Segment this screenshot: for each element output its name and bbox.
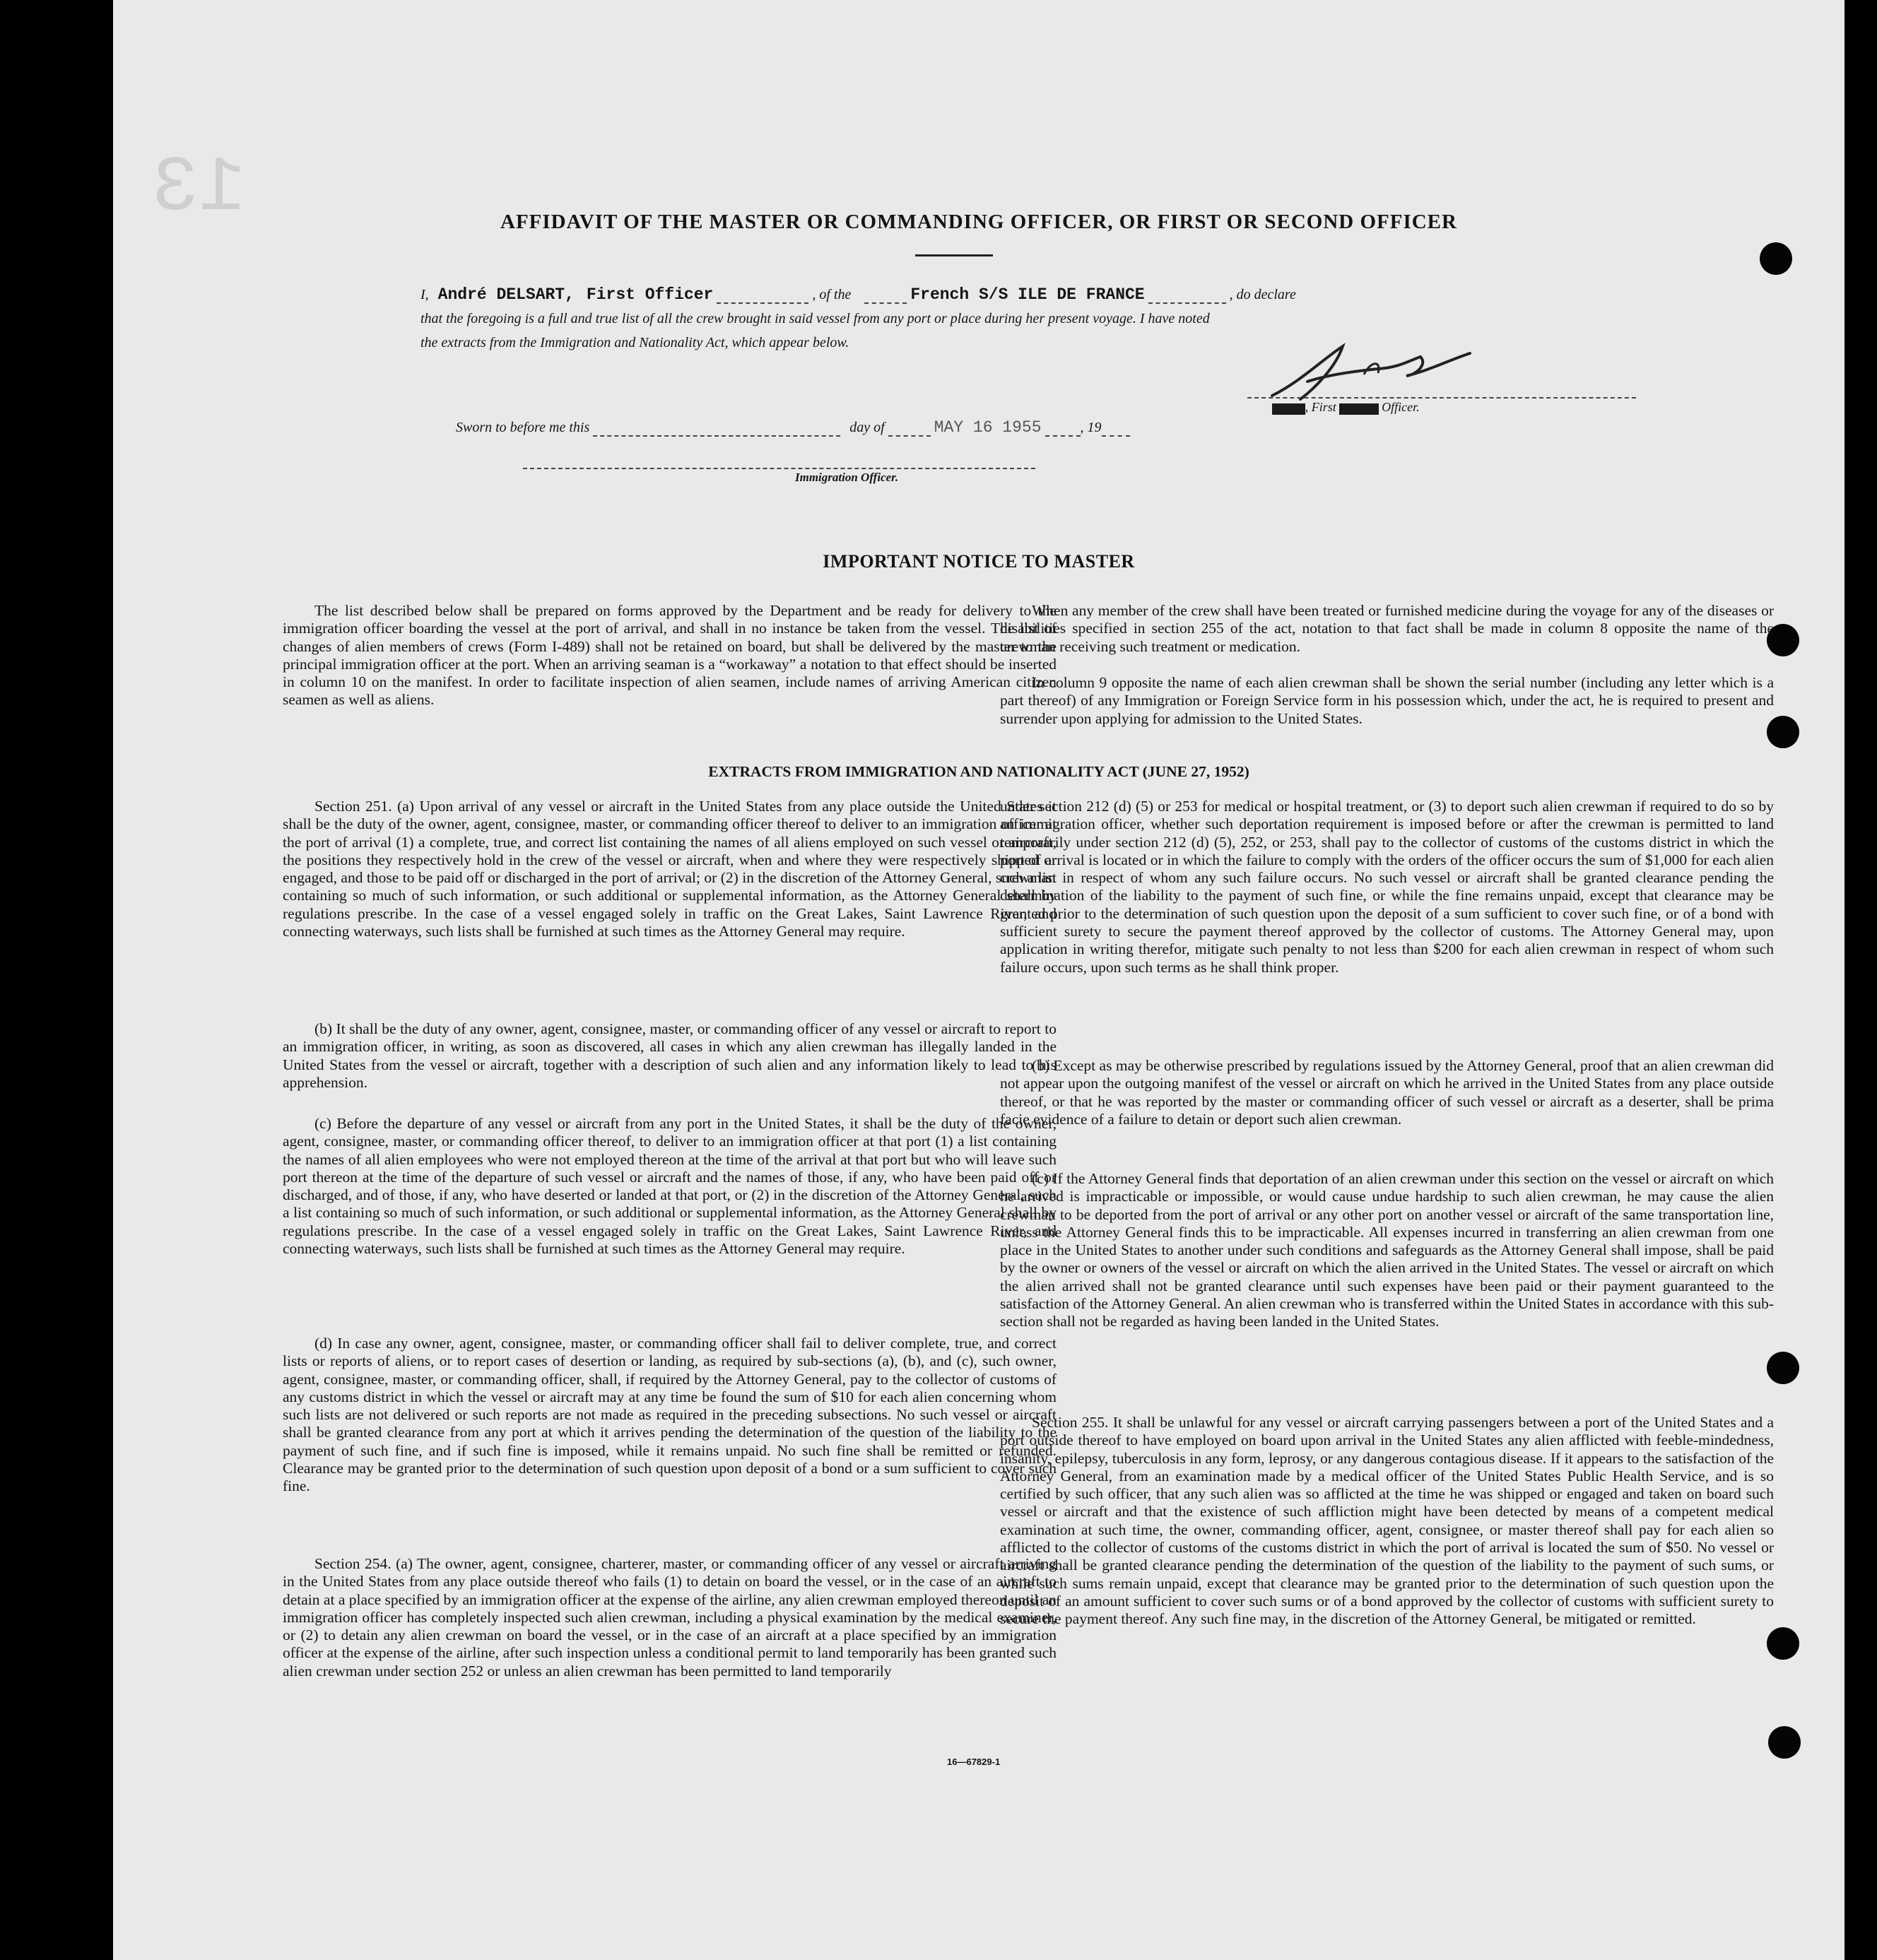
of-the-label: , of the bbox=[812, 287, 852, 302]
punch-hole bbox=[1768, 1726, 1801, 1759]
form-number: 16—67829-1 bbox=[947, 1757, 1001, 1767]
notice-left-paragraph: The list described below shall be prepared on forms approved by the Department and be ready for delivery to the immigration officer boarding the vessel at the port of arrival, and shall in no instance be taken from the vessel. The list of changes of alien members of crews (Form I-489) shall not be retained on board, but shall be delivered by the master to the principal immigration officer at the port. When an arriving seaman is a “workaway” a notation to that effect should be inserted in column 10 on the manifest. In order to facilitate inspection of alien seamen, include names of arriving American citizen seamen as well as aliens. bbox=[283, 602, 1057, 709]
section-251d: (d) In case any owner, agent, consignee, master, or commanding officer shall fail to deliver complete, true, and correct lists or reports of aliens, or to report cases of desertion or landing, as required by sub-sections (a), (b), and (c), such owner, agent, consignee, master, or commanding officer, shall, if required by the Attorney General, pay to the collector of customs of any customs district in which the vessel or aircraft may at any time be found the sum of $10 for each alien concerning whom such lists are not delivered or such reports are not made as required in the preceding subsections. No such vessel or aircraft shall be granted clearance from any port at which it arrives pending the determination of the question of the liability to the payment of such fine, and if such fine is imposed, while it remains unpaid. No such fine shall be remitted or refunded. Clearance may be granted prior to the determination of such question upon deposit of a bond or a sum sufficient to cover such fine. bbox=[283, 1335, 1057, 1495]
day-of-label: day of bbox=[849, 420, 885, 435]
fill-line bbox=[864, 287, 907, 304]
notice-right-paragraph-2: In column 9 opposite the name of each alien crewman shall be shown the serial number (including any letter which is a part thereof) of any Immigration or Foreign Service form in his possession which, under the act, he is required to present and surrender upon applying for admission to the United States. bbox=[1000, 674, 1774, 727]
section-254b: (b) Except as may be otherwise prescribed by regulations issued by the Attorney General, proof that an alien crewman did not appear upon the outgoing manifest of the vessel or aircraft on which he arrived in the United States from any place outside thereof, or that he was reported by the master or commanding officer of such vessel or aircraft as a deserter, shall be prima facie evidence of a failure to detain or deport such alien crewman. bbox=[1000, 1057, 1774, 1128]
redaction-mark: XXXXXX bbox=[1341, 403, 1377, 414]
signature-caption: XXXXX , First XXXXXX Officer. bbox=[1273, 400, 1420, 414]
fill-line bbox=[888, 420, 931, 437]
declaration-prefix: I, bbox=[420, 287, 429, 302]
section-251c: (c) Before the departure of any vessel or aircraft from any port in the United States, it shall be the duty of the owner, agent, consignee, master, or commanding officer thereof, to deliver to an immigration officer at that port (1) a list containing the names of all alien employees who were not employed thereon at the time of the arrival at that port but who will leave such port thereon at the time of the departure of such vessel or aircraft and the names of those, if any, who have been paid off or discharged, and of those, if any, who have deserted or landed at that port, or (2) in the discretion of the Attorney General, such a list containing so much of such information, or such additional or supplemental information, as the Attorney General shall by regulations prescribe. In the case of a vessel engaged solely in traffic on the Great Lakes, Saint Lawrence River, and connecting waterways, such lists shall be furnished at such times as the Attorney General may require. bbox=[283, 1115, 1057, 1258]
extracts-heading: EXTRACTS FROM IMMIGRATION AND NATIONALITY ACT (JUNE 27, 1952) bbox=[708, 763, 1249, 780]
immigration-officer-caption: Immigration Officer. bbox=[795, 471, 899, 484]
section-254c: (c) If the Attorney General finds that deportation of an alien crewman under this section on the vessel or aircraft on which he arrived is impracticable or impossible, or would cause undue hardship to such alien crewman, he may cause the alien crewman to be deported from the port of arrival or any other port on another vessel or aircraft of the same transportation line, unless the Attorney General finds this to be impracticable. All expenses incurred in transferring an alien crewman from one place in the United States to another under such conditions and safeguards as the Attorney General shall impose, shall be paid by the owner or owners of the vessel or aircraft on which the alien arrived in the United States. The vessel or aircraft on which the alien arrived shall not be granted clearance until such expenses have been paid or their payment guaranteed to the satisfaction of the Attorney General. An alien crewman who is transferred within the United States in accordance with this sub-section shall not be regarded as having been landed in the United States. bbox=[1000, 1170, 1774, 1330]
year-label: , 19 bbox=[1080, 420, 1102, 435]
section-255: Section 255. It shall be unlawful for any vessel or aircraft carrying passengers between a port of the United States and a port outside thereof to have employed on board upon arrival in the United States any alien afflicted with feeble-mindedness, insanity, epilepsy, tuberculosis in any form, leprosy, or any dangerous contagious disease. If it appears to the satisfaction of the Attorney General, from an examination made by a medical officer of the United States Public Health Service, and is so certified by such officer, that any such alien was so afflicted at the time he was shipped or engaged and taken on board such vessel or aircraft and that the existence of such affliction might have been detected by means of a competent medical examination at such time, the owner, commanding officer, agent, consignee, or master thereof shall pay for each alien so afflicted to the collector of customs of the customs district in which the port of arrival is located the sum of $50. No vessel or aircraft shall be granted clearance pending the determination of the question of the liability to the payment of such sums, or while such sums remain unpaid, except that clearance may be granted prior to the determination of such question upon the deposit of an amount sufficient to cover such sums or of a bond approved by the collector of customs with sufficient surety to secure the payment thereof. Any such fine may, in the discretion of the Attorney General, be mitigated or remitted. bbox=[1000, 1414, 1774, 1628]
notice-right-paragraph-1: When any member of the crew shall have been treated or furnished medicine during the voyage for any of the diseases or disabilities specified in section 255 of the act, notation to that fact shall be made in column 8 opposite the name of the crewman receiving such treatment or medication. bbox=[1000, 602, 1774, 655]
fill-line bbox=[1102, 420, 1130, 437]
do-declare-label: , do declare bbox=[1229, 287, 1296, 302]
vessel-name-field: French S/S ILE DE FRANCE bbox=[910, 285, 1145, 304]
fill-line bbox=[1045, 420, 1081, 437]
fill-line bbox=[1148, 287, 1226, 304]
affidavit-title: AFFIDAVIT OF THE MASTER OR COMMANDING OFFICER, OR FIRST OR SECOND OFFICER bbox=[500, 211, 1457, 233]
section-251b: (b) It shall be the duty of any owner, agent, consignee, master, or commanding officer of any vessel or aircraft to report to an immigration officer, in writing, as soon as discovered, all cases in which any alien crewman has illegally landed in the United States from the vessel or aircraft, together with a description of such alien and any information likely to lead to his apprehension. bbox=[283, 1020, 1057, 1091]
immigration-officer-line bbox=[523, 468, 1035, 469]
notice-heading: IMPORTANT NOTICE TO MASTER bbox=[823, 551, 1135, 572]
bleed-through-page-number: 13 bbox=[152, 145, 246, 233]
officer-rank-field: First Officer bbox=[586, 285, 714, 304]
redaction-mark: XXXXX bbox=[1273, 403, 1304, 414]
punch-hole bbox=[1760, 242, 1792, 275]
punch-hole bbox=[1767, 1352, 1799, 1384]
fill-line bbox=[717, 287, 808, 304]
title-rule bbox=[915, 254, 993, 256]
sworn-line bbox=[456, 418, 1130, 437]
officer-name-field: André DELSART, bbox=[437, 285, 575, 304]
sworn-date-stamp: MAY 16 1955 bbox=[934, 418, 1042, 437]
signature-line bbox=[1247, 397, 1636, 399]
document-page bbox=[113, 0, 1844, 1960]
declaration-line-1 bbox=[420, 285, 1636, 304]
declaration-line-2: that the foregoing is a full and true list of all the crew brought in said vessel from any port or place during her present voyage. I have noted bbox=[420, 311, 1210, 326]
section-251a: Section 251. (a) Upon arrival of any vessel or aircraft in the United States from any place outside the United States it shall be the duty of the owner, agent, consignee, master, or commanding officer thereof to deliver to an immigration officer at the port of arrival (1) a complete, true, and correct list containing the names of all aliens employed on such vessel or aircraft, the positions they respectively hold in the crew of the vessel or aircraft, when and where they were respectively shipped or engaged, and those to be paid off or discharged in the port of arrival; or (2) in the discretion of the Attorney General, such a list containing so much of such information, or such additional or supplemental information, as the Attorney General shall by regulations prescribe. In the case of a vessel engaged solely in traffic on the Great Lakes, Saint Lawrence River, and connecting waterways, such lists shall be furnished at such times as the Attorney General may require. bbox=[283, 798, 1057, 940]
section-254a: Section 254. (a) The owner, agent, consignee, charterer, master, or commanding officer of any vessel or aircraft arriving in the United States from any place outside thereof who fails (1) to detain on board the vessel, or in the case of an aircraft to detain at a place specified by an immigration officer at the expense of the airline, any alien crewman employed thereon until an immigration officer has completely inspected such alien crewman, including a physical examination by the medical examiner, or (2) to detain any alien crewman on board the vessel, or in the case of an aircraft at a place specified by an immigration officer at the expense of the airline, after such inspection unless a conditional permit to land temporarily has been granted such alien crewman under section 252 or unless an alien crewman has been permitted to land temporarily bbox=[283, 1555, 1057, 1679]
section-254a-continued: under section 212 (d) (5) or 253 for medical or hospital treatment, or (3) to deport such alien crewman if required to do so by an immigration officer, whether such deportation requirement is imposed before or after the crewman is permitted to land temporarily under section 212 (d) (5), 252, or 253, shall pay to the collector of customs of the customs district in which the port of arrival is located or in which the failure to comply with the orders of the officer occurs the sum of $1,000 for each alien crewman in respect of whom any such failure occurs. No such vessel or aircraft shall be granted clearance pending the determination of the liability to the payment of such fine, or while the fine remains unpaid, except that clearance may be granted prior to the determination of such question upon the deposit of a sum sufficient to cover such fine, or of a bond with sufficient surety to secure the payment thereof approved by the collector of customs. The Attorney General may, upon application in writing therefor, mitigate such penalty to not less than $200 for each alien crewman in respect of whom such failure occurs, upon such terms as he shall think proper. bbox=[1000, 798, 1774, 976]
punch-hole bbox=[1767, 1627, 1799, 1660]
sworn-label: Sworn to before me this bbox=[456, 420, 590, 435]
declaration-line-3: the extracts from the Immigration and Nationality Act, which appear below. bbox=[420, 335, 849, 350]
fill-line bbox=[593, 420, 840, 437]
